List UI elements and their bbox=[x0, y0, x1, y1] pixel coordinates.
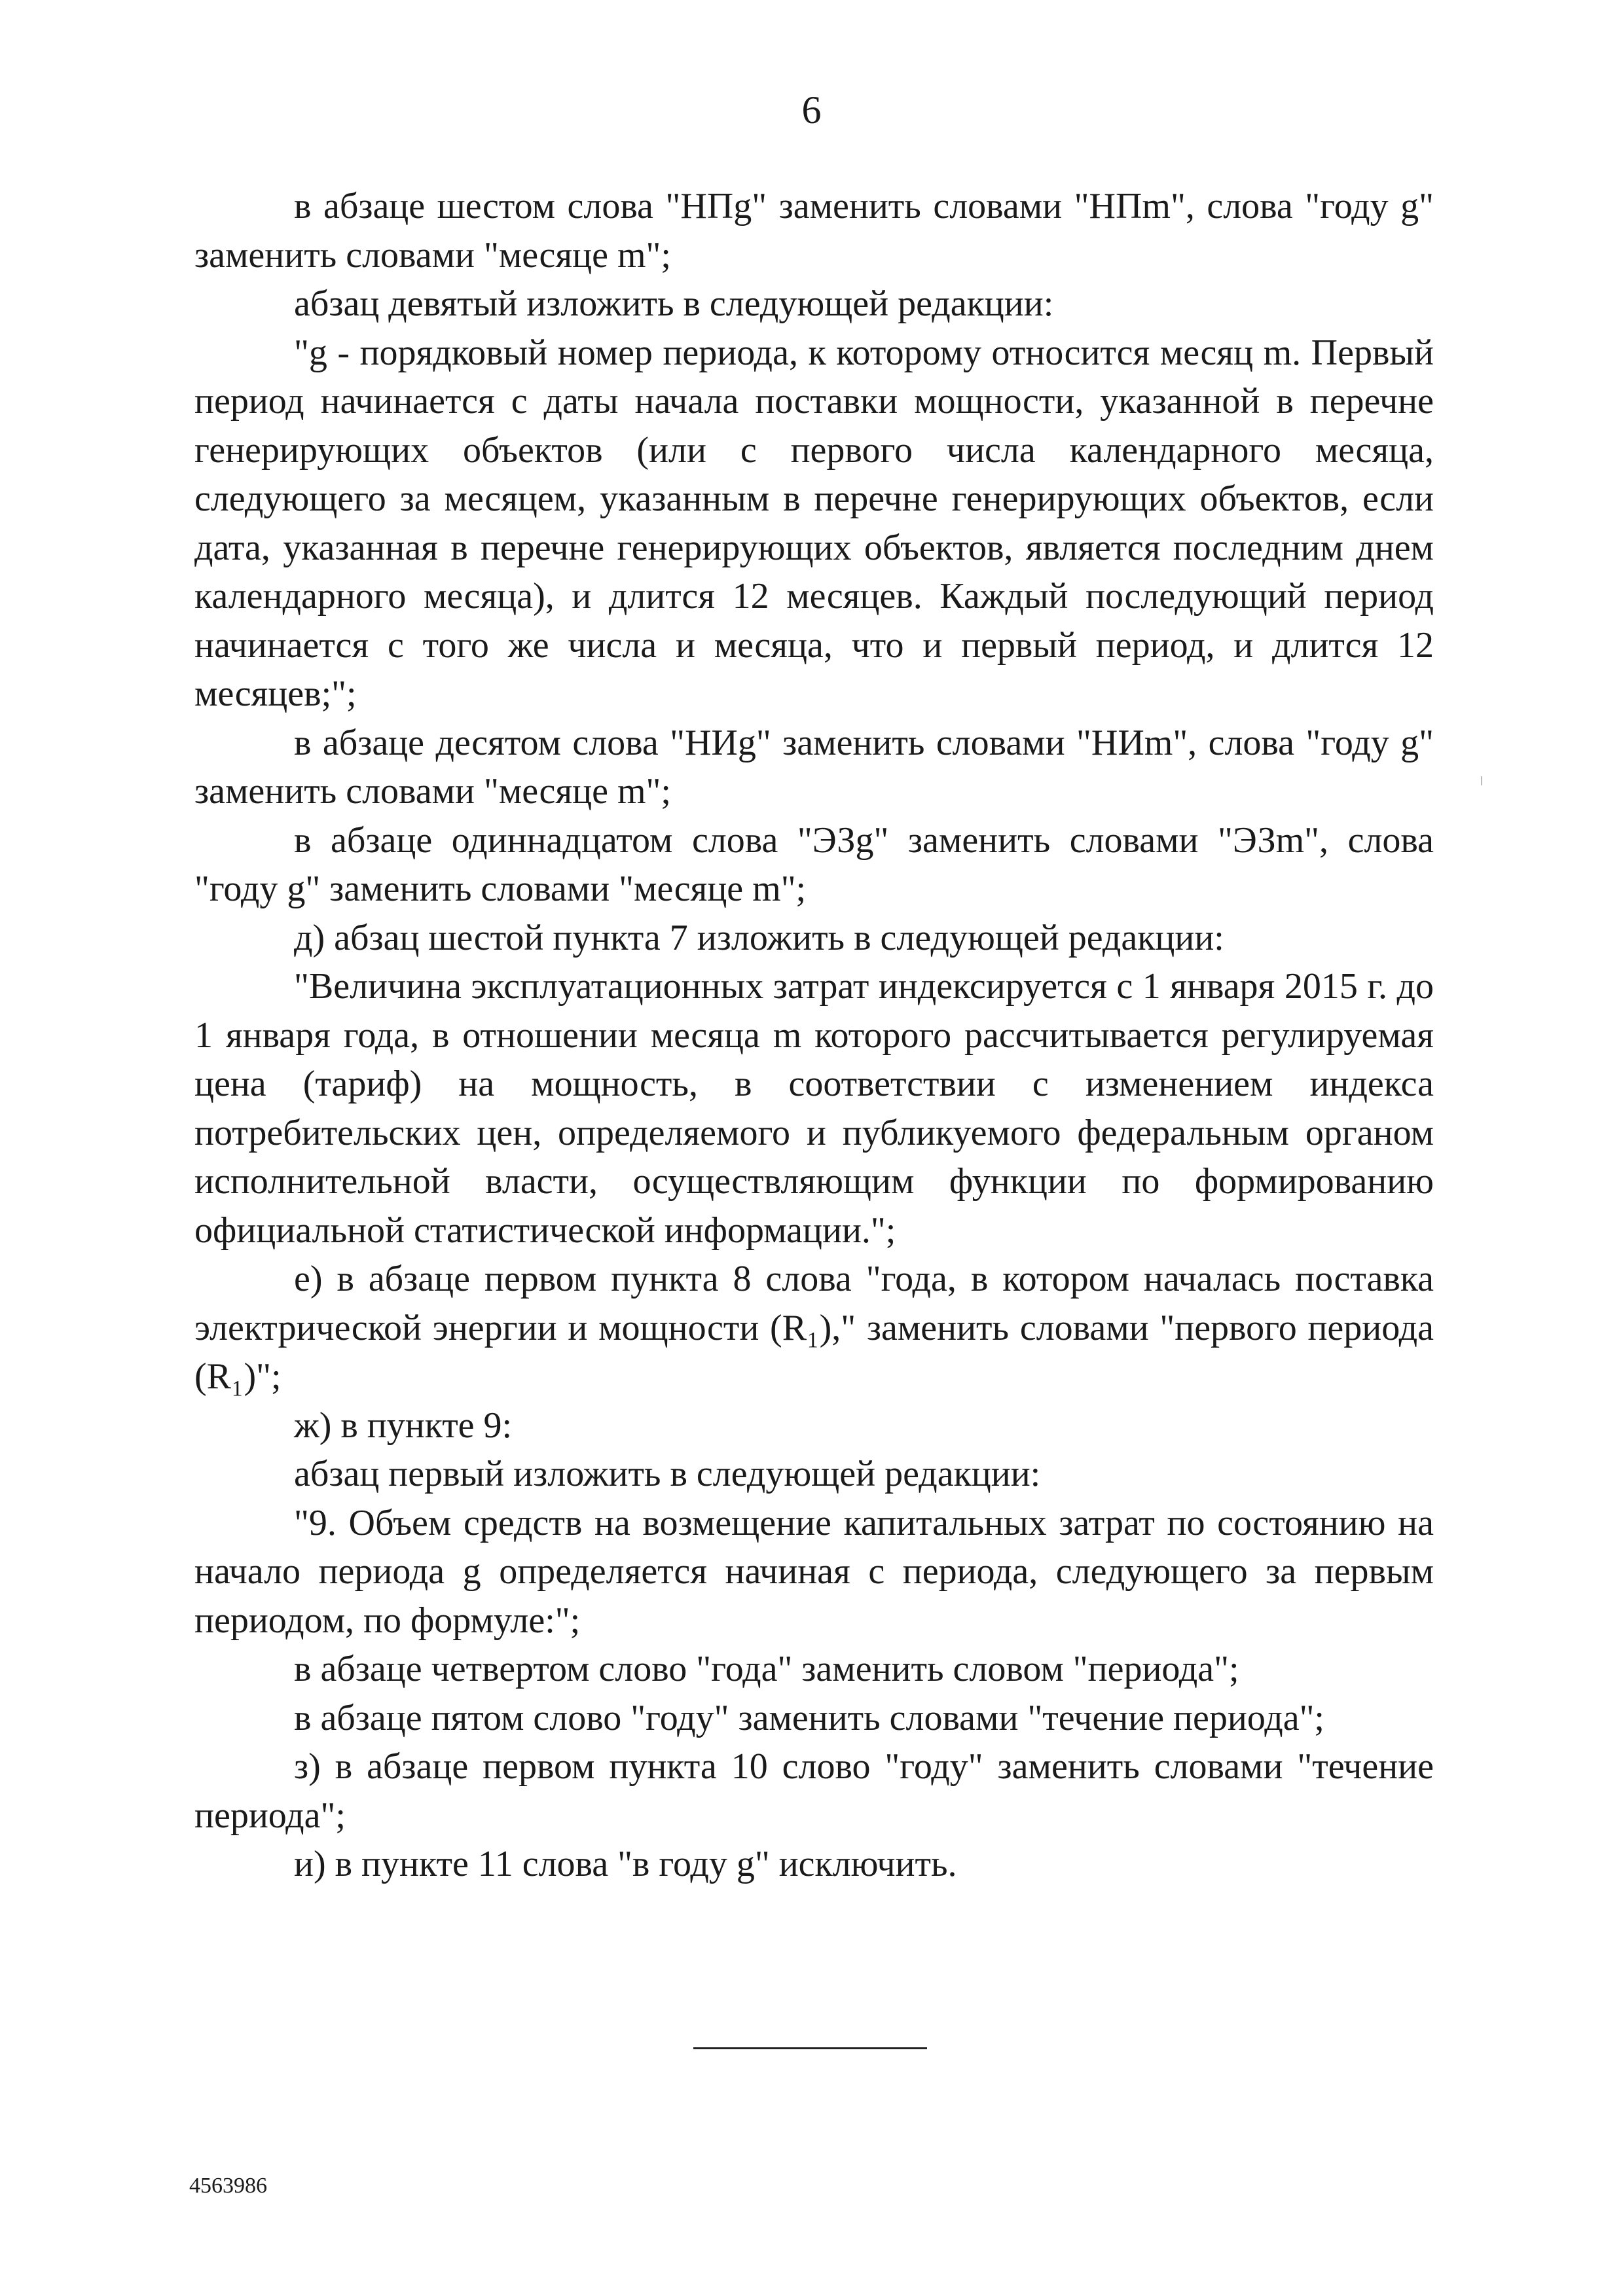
paragraph-12: в абзаце четвертом слово "года" заменить словом "периода"; bbox=[294, 1649, 1239, 1689]
paragraph-6: д) абзац шестой пункта 7 изложить в следующей редакции: bbox=[294, 917, 1224, 958]
paragraph-5: в абзаце одиннадцатом слова "ЭЗg" заменить словами "ЭЗm", слова "году g" заменить словами "месяце m"; bbox=[194, 819, 1434, 909]
paragraph-8: е) в абзаце первом пункта 8 слова "года, в котором началась поставка электрической энергии и мощности (R₁)," заменить словами "первого периода (R₁)"; bbox=[194, 1259, 1434, 1397]
paragraph-13: в абзаце пятом слово "году" заменить словами "течение периода"; bbox=[294, 1697, 1324, 1738]
document-id: 4563986 bbox=[189, 2174, 267, 2198]
closing-separator-line bbox=[693, 2047, 927, 2049]
stray-scan-mark bbox=[1481, 776, 1482, 785]
paragraph-15: и) в пункте 11 слова "в году g" исключить. bbox=[294, 1844, 957, 1884]
paragraph-3: "g - порядковый номер периода, к которому относится месяц m. Первый период начинается с даты начала поставки мощности, указанной в перечне генерирующих объектов (или с первого числа календарного месяца, следующего за месяцем, указанным в перечне генерирующих объектов, если дата, указанная в перечне генерирующих объектов, является последним днем календарного месяца), и длится 12 месяцев. Каждый последующий период начинается с того же числа и месяца, что и первый период, и длится 12 месяцев;"; bbox=[194, 332, 1434, 714]
paragraph-1: в абзаце шестом слова "НПg" заменить словами "НПm", слова "году g" заменить словами "месяце m"; bbox=[194, 186, 1434, 276]
paragraph-14: з) в абзаце первом пункта 10 слово "году" заменить словами "течение периода"; bbox=[194, 1746, 1434, 1836]
paragraph-4: в абзаце десятом слова "НИg" заменить словами "НИm", слова "году g" заменить словами "месяце m"; bbox=[194, 722, 1434, 812]
paragraph-9: ж) в пункте 9: bbox=[294, 1405, 513, 1446]
paragraph-2: абзац девятый изложить в следующей редакции: bbox=[294, 283, 1054, 324]
paragraph-10: абзац первый изложить в следующей редакции: bbox=[294, 1454, 1041, 1494]
paragraph-11: "9. Объем средств на возмещение капитальных затрат по состоянию на начало периода g определяется начиная с периода, следующего за первым периодом, по формуле:"; bbox=[194, 1502, 1434, 1641]
document-body bbox=[194, 182, 1434, 1889]
paragraph-7: "Величина эксплуатационных затрат индексируется с 1 января 2015 г. до 1 января года, в отношении месяца m которого рассчитывается регулируемая цена (тариф) на мощность, в соответствии с изменением индекса потребительских цен, определяемого и публикуемого федеральным органом исполнительной власти, осуществляющим функции по формированию официальной статистической информации."; bbox=[194, 966, 1434, 1251]
page-number: 6 bbox=[801, 88, 822, 132]
